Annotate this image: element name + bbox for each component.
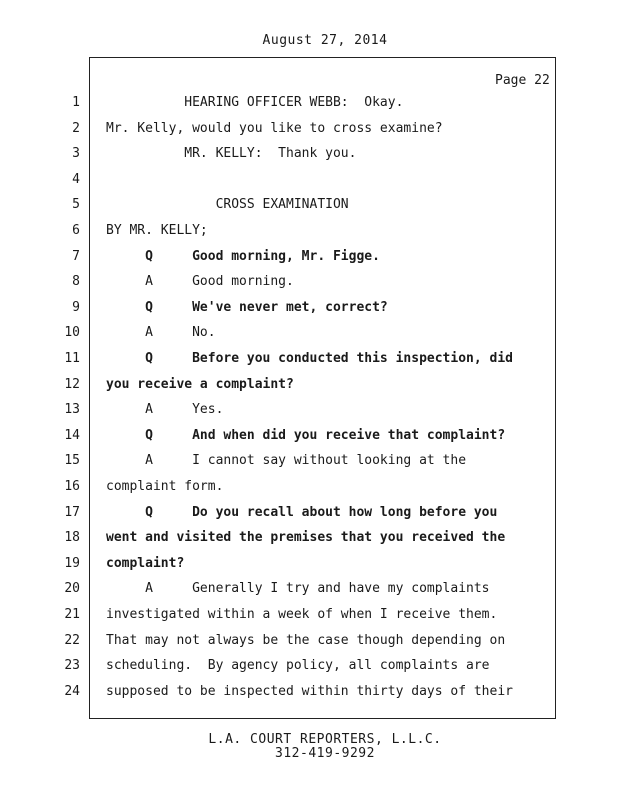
line-text: A No. [106,325,216,340]
line-number: 9 [72,300,80,315]
line-number: 11 [64,351,80,366]
line-number: 8 [72,274,80,289]
line-text: you receive a complaint? [106,377,294,392]
line-text: scheduling. By agency policy, all complaints are [106,658,490,673]
line-number: 19 [64,556,80,571]
line-text: went and visited the premises that you received the [106,530,506,545]
line-text: A Generally I try and have my complaints [106,581,490,596]
line-text: A Yes. [106,402,224,417]
line-number: 12 [64,377,80,392]
line-number: 15 [64,453,80,468]
page-label: Page 22 [495,73,550,88]
header-date: August 27, 2014 [262,33,388,48]
line-text: Q And when did you receive that complaint? [106,428,506,443]
line-number: 17 [64,505,80,520]
line-number: 18 [64,530,80,545]
line-number: 4 [72,172,80,187]
line-number: 7 [72,249,80,264]
line-text: supposed to be inspected within thirty days of their [106,684,513,699]
line-text: CROSS EXAMINATION [106,197,349,212]
line-number: 23 [64,658,80,673]
line-text: Mr. Kelly, would you like to cross examine? [106,121,443,136]
line-number: 13 [64,402,80,417]
line-text: complaint? [106,556,185,571]
footer-company: L.A. COURT REPORTERS, L.L.C. [208,732,442,747]
line-text: MR. KELLY: Thank you. [106,146,357,161]
line-number: 3 [72,146,80,161]
line-number: 1 [72,95,80,110]
line-text: complaint form. [106,479,224,494]
line-number: 6 [72,223,80,238]
line-number: 14 [64,428,80,443]
line-number: 20 [64,581,80,596]
line-number: 10 [64,325,80,340]
line-number: 16 [64,479,80,494]
line-number: 24 [64,684,80,699]
line-text: Q Do you recall about how long before you [106,505,498,520]
line-number: 21 [64,607,80,622]
line-text: investigated within a week of when I receive them. [106,607,498,622]
line-text: That may not always be the case though depending on [106,633,506,648]
line-text: Q Good morning, Mr. Figge. [106,249,380,264]
line-number: 22 [64,633,80,648]
line-text: BY MR. KELLY; [106,223,208,238]
line-number: 5 [72,197,80,212]
line-text: Q We've never met, correct? [106,300,388,315]
line-text: HEARING OFFICER WEBB: Okay. [106,95,404,110]
line-text: A Good morning. [106,274,294,289]
line-number: 2 [72,121,80,136]
footer-phone: 312-419-9292 [275,746,375,761]
line-text: A I cannot say without looking at the [106,453,467,468]
line-text: Q Before you conducted this inspection, did [106,351,513,366]
